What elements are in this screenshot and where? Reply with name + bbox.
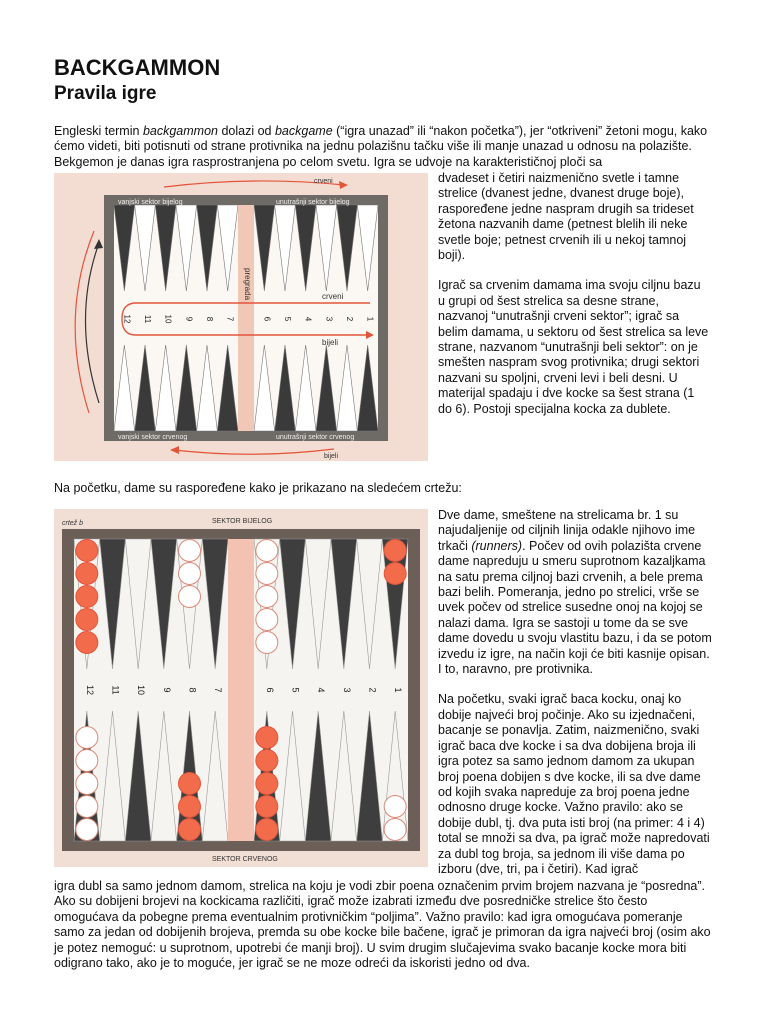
point-number: 1	[365, 316, 375, 322]
term-backgame: backgame	[274, 124, 333, 138]
white-checker	[76, 773, 98, 795]
side-text-2	[438, 508, 716, 877]
closing-paragraph: igra dubl sa samo jednom damom, strelica na koju je vodi zbir poena označenim prvim brojem nazvana je “posredna”. Ako su dobijeni brojevi na kockicama različiti, igrač može izabrati između dve posredničke strelice što često omogućava da pobegne prema eventualnim protivničkim “poljima”. Važno pravilo: kad igra omogućava pomeranje samo za jedan od dobijenih brojeva, premda su obe kocke bile bačene, igrač je primoran da igra najveći broj (osim ako je potez nemoguć: u suprotnom, upotrebi će manji broj). U svim drugim slučajevima svako bacanje kocke mora biti odigrano tako, ako je to moguće, jer igrač se ne moze odreći da iskoristi jedno od dva.	[54, 879, 711, 971]
board-diagram-start-position	[54, 509, 428, 867]
point-number: 10	[136, 684, 147, 696]
bar-label: pregrada	[243, 268, 252, 301]
point-number: 9	[161, 687, 172, 693]
point-number: 4	[316, 687, 327, 693]
white-checker	[76, 727, 98, 749]
white-checker	[256, 540, 278, 562]
point-number: 4	[303, 316, 313, 322]
red-checker	[256, 727, 278, 749]
red-checker	[76, 632, 98, 654]
arrow-top-label: crveni	[314, 178, 333, 185]
point-number: 6	[264, 687, 275, 693]
paragraph-dice-rules: Na početku, svaki igrač baca kocku, onaj ko dobije najveći broj počinje. Ako su izjednačeni, bacanje se ponavlja. Zatim, naizmenično, svaki igrač baca dve kocke i sa dva dobijena broja ili igra potez sa samo jednom damom za ukupan broj poena dobijen s dve kocke, ili sa dve dame od kojih svaka napreduje za broj poena jedne odnosno druge kocke. Važno pravilo: ako se dobije dubl, tj. dva puta isti broj (na primer: 4 i 4) total se množi sa dva, pa igrač može napredovati za dubl tog broja, sa jednom ili više dama po izboru (dve, tri, pa i četiri). Kad igrač	[438, 692, 710, 876]
point-number: 6	[262, 316, 272, 322]
board2-bar	[228, 539, 254, 841]
point-number: 10	[163, 314, 173, 324]
page-subtitle: Pravila igre	[54, 83, 157, 104]
top-sector-label: SEKTOR BIJELOG	[212, 518, 273, 525]
point-number: 2	[367, 687, 378, 693]
point-number: 11	[110, 685, 121, 695]
white-checker	[179, 563, 201, 585]
white-checker	[76, 750, 98, 772]
red-checker	[179, 796, 201, 818]
page-title: BACKGAMMON	[54, 55, 221, 80]
track-label-white: bijeli	[322, 338, 339, 347]
intro-paragraph: Engleski termin backgammon dolazi od backgame (“igra unazad” ili “nakon početka”), jer “otkriveni” žetoni mogu, kako ćemo videti, biti potisnuti od strane protivnika na jednu polazišnu tačku više ili manje unazad u odnosu na polazište. Bekgemon je danas igra rasprostranjena po celom svetu. Igra se udvoje na karakterističnoj ploči sa	[54, 124, 708, 169]
white-checker	[256, 632, 278, 654]
point-number: 8	[205, 316, 214, 322]
point-number: 8	[187, 687, 198, 693]
red-checker	[256, 773, 278, 795]
point-number: 7	[225, 316, 235, 322]
red-checker	[384, 540, 406, 562]
red-checker	[76, 563, 98, 585]
red-checker	[76, 609, 98, 631]
term-runners: (runners)	[471, 538, 523, 553]
point-number: 5	[283, 316, 292, 322]
side-text-1	[438, 171, 710, 417]
white-checker	[256, 609, 278, 631]
red-checker	[256, 750, 278, 772]
red-checker	[256, 819, 278, 841]
red-checker	[179, 773, 201, 795]
point-number: 12	[122, 314, 132, 324]
figure-caption: crtež b	[62, 520, 84, 527]
point-number: 5	[290, 687, 301, 693]
paragraph-board-description: dvadeset i četiri naizmenično svetle i tamne strelice (dvanest jedne, dvanest druge boje), raspoređene jedne naspram drugih sa trideset žetona nazvanih dame (petnest blelih ili neke svetle boje; petnest crvenih ili u nekoj tamnoj boji).	[438, 171, 694, 263]
point-number: 3	[324, 316, 334, 322]
bottom-sector-label: SEKTOR CRVENOG	[212, 856, 278, 863]
white-checker	[256, 586, 278, 608]
paragraph-runners: Dve dame, smeštene na strelicama br. 1 su najudaljenije od ciljnih linija odakle njihovo ime trkači (runners). Počev od ovih polazišta crvene dame napreduju u smeru suprotnom kazaljkama na satu prema ciljnoj bazi crvenih, a bele prema bazi belih. Pomeranja, jedno po strelici, vrše se uvek počev od strelice susedne onoj na kojoj se nalazi dama. Igra se sastoji u tome da se sve dame dovedu u svoju vlastitu bazu, i da se potom izvedu iz igre, na način koji će biti kasnije opisan. I to, naravno, pre protivnika.	[438, 508, 712, 677]
point-number: 9	[184, 316, 194, 322]
red-checker	[179, 819, 201, 841]
white-checker	[179, 586, 201, 608]
white-checker	[384, 796, 406, 818]
track-label-red: crveni	[322, 292, 344, 301]
point-number: 2	[345, 316, 354, 322]
point-number: 11	[143, 314, 152, 324]
point-number: 3	[341, 687, 352, 693]
label-red-outer: vanjski sektor crvenog	[118, 434, 188, 441]
red-checker	[256, 796, 278, 818]
arrow-bottom-label: bijeli	[324, 453, 339, 460]
label-white-outer: vanjski sektor bijelog	[118, 199, 183, 206]
white-checker	[76, 819, 98, 841]
label-red-inner: unutrašnji sektor crvenog	[276, 434, 355, 441]
white-checker	[384, 819, 406, 841]
white-checker	[256, 563, 278, 585]
white-checker	[179, 540, 201, 562]
point-number: 12	[84, 684, 95, 696]
point-number: 7	[213, 687, 224, 693]
paragraph-sectors: Igrač sa crvenim damama ima svoju ciljnu bazu u grupi od šest strelica sa desne strane, nazvanoj “unutrašnji crveni sektor”; igrač sa belim damama, u sektoru od šest strelica sa leve strane, nazvanom “unutrašnji beli sektor”: on je smešten naspram svog protivnika; drugi sektori nazvani su spoljni, crveni levi i beli desni. U materijal spadaju i dve kocke sa šest strana (1 do 6). Postoji specijalna kocka za dublete.	[438, 278, 709, 416]
red-checker	[384, 563, 406, 585]
setup-intro-text: Na početku, dame su raspoređene kako je prikazano na sledećem crtežu:	[54, 481, 462, 495]
board1-bar	[238, 205, 254, 431]
red-checker	[76, 586, 98, 608]
red-checker	[76, 540, 98, 562]
board-diagram-directions	[54, 173, 428, 461]
point-number: 1	[393, 687, 404, 693]
term-backgammon: backgammon	[142, 124, 218, 138]
label-white-inner: unutrašnji sektor bijelog	[276, 199, 350, 206]
white-checker	[76, 796, 98, 818]
